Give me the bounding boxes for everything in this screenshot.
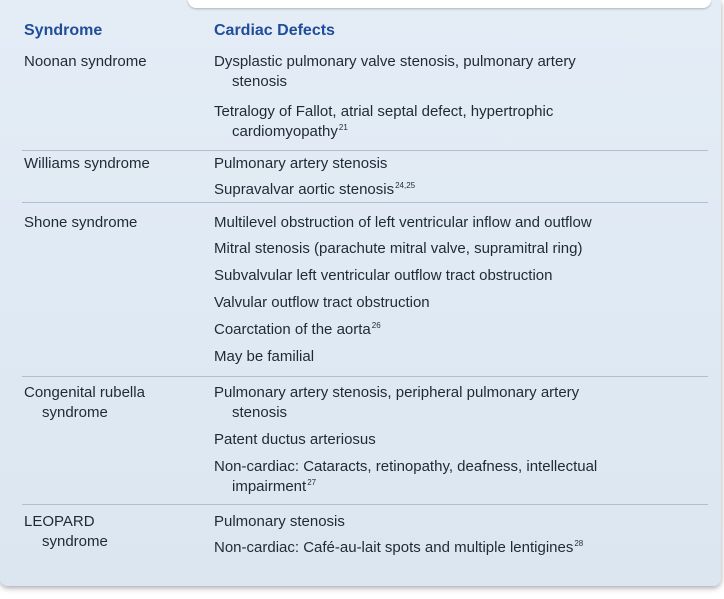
- reference-superscript: 24,25: [395, 181, 416, 190]
- defect-item: Non-cardiac: Cataracts, retinopathy, deafness, intellectual impairment$^{27}$: [214, 458, 598, 495]
- defect-item: Pulmonary stenosis: [214, 513, 345, 530]
- reference-superscript: 21: [338, 123, 348, 132]
- row-divider: [22, 150, 708, 151]
- syndrome-name-noonan: Noonan syndrome: [24, 53, 147, 70]
- defect-item: Dysplastic pulmonary valve stenosis, pulmonary artery stenosis: [214, 53, 576, 90]
- header-cardiac-defects: Cardiac Defects: [214, 22, 335, 39]
- reference-superscript: 26: [371, 321, 381, 330]
- defect-item: Coarctation of the aorta$^{26}$: [214, 321, 381, 338]
- syndrome-name-shone: Shone syndrome: [24, 214, 138, 231]
- row-divider: [22, 376, 708, 377]
- defect-item: Pulmonary artery stenosis, peripheral pulmonary artery stenosis: [214, 384, 580, 421]
- reference-superscript: 27: [307, 478, 317, 487]
- header-syndrome: Syndrome: [24, 22, 103, 39]
- row-divider: [22, 504, 708, 505]
- top-tab-decoration: [188, 0, 711, 8]
- defect-item: Subvalvular left ventricular outflow tract obstruction: [214, 267, 553, 284]
- defect-item: Supravalvar aortic stenosis$^{24,25}$: [214, 181, 416, 198]
- defect-item: Multilevel obstruction of left ventricular inflow and outflow: [214, 214, 592, 231]
- syndrome-name-williams: Williams syndrome: [24, 155, 150, 172]
- defect-item: Valvular outflow tract obstruction: [214, 294, 430, 311]
- row-divider: [22, 202, 708, 203]
- defect-item: Tetralogy of Fallot, atrial septal defect, hypertrophic cardiomyopathy$^{21}$: [214, 103, 554, 140]
- defect-item: Pulmonary artery stenosis: [214, 155, 388, 172]
- syndrome-name-congenital-rubella: Congenital rubella syndrome: [24, 384, 145, 421]
- defect-item: Non-cardiac: Café-au-lait spots and multiple lentigines$^{28}$: [214, 539, 584, 556]
- defect-item: Patent ductus arteriosus: [214, 431, 376, 448]
- defect-item: Mitral stenosis (parachute mitral valve, supramitral ring): [214, 240, 583, 257]
- reference-superscript: 28: [574, 539, 584, 548]
- syndrome-name-leopard: LEOPARD syndrome: [24, 513, 108, 550]
- defect-item: May be familial: [214, 348, 315, 365]
